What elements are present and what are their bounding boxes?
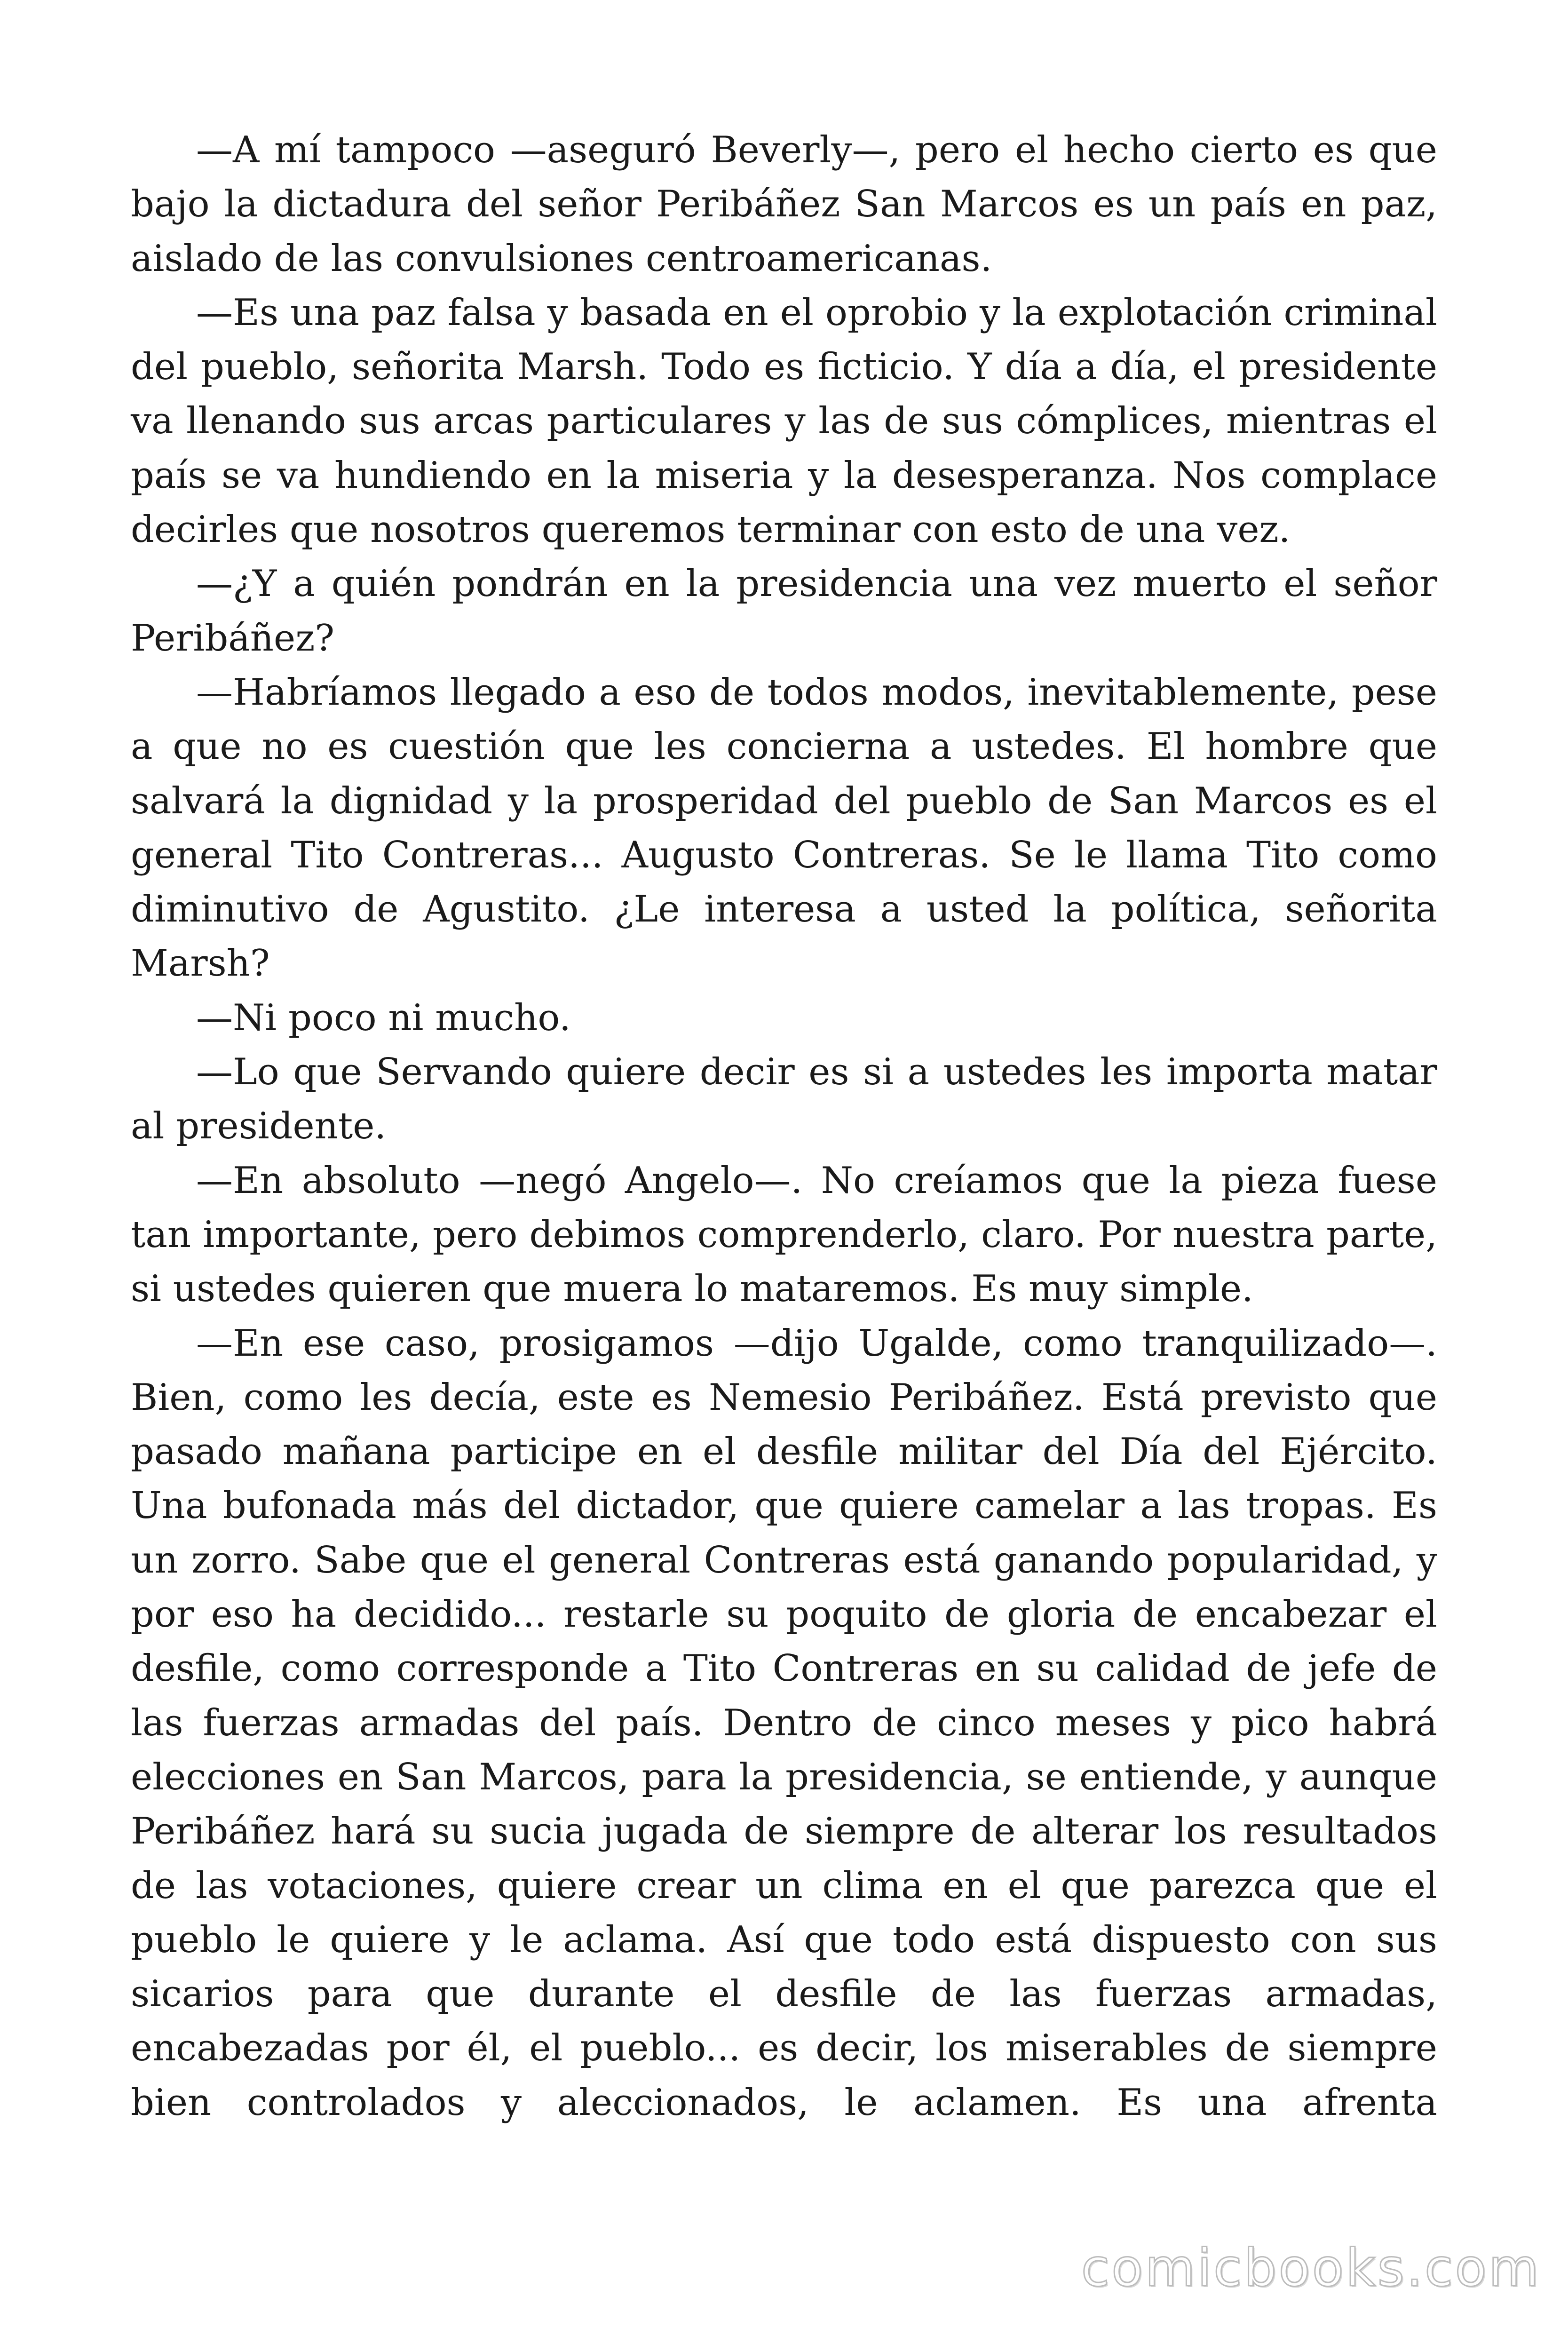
page-body-text [131,123,1437,2130]
paragraph: —En absoluto —negó Angelo—. No creíamos que la pieza fuese tan importante, pero debimos comprenderlo, claro. Por nuestra parte, si ustedes quieren que muera lo mataremos. Es muy simple. [131,1159,1437,1311]
paragraph: —Lo que Servando quiere decir es si a ustedes les importa matar al presidente. [131,1051,1437,1148]
paragraph: —¿Y a quién pondrán en la presidencia una vez muerto el señor Peribáñez? [131,563,1437,660]
paragraph: —Habríamos llegado a eso de todos modos, inevitablemente, pese a que no es cuestión que les concierna a ustedes. El hombre que salvará la dignidad y la prosperidad del pueblo de San Marcos es el general Tito Contreras... Augusto Contreras. Se le llama Tito como diminutivo de Agustito. ¿Le interesa a usted la política, señorita Marsh? [131,671,1437,985]
paragraph: —En ese caso, prosigamos —dijo Ugalde, como tranquilizado—. Bien, como les decía, este es Nemesio Peribáñez. Está previsto que pasado mañana participe en el desfile militar del Día del Ejército. Una bufonada más del dictador, que quiere camelar a las tropas. Es un zorro. Sabe que el general Contreras está ganando popularidad, y por eso ha decidido... restarle su poquito de gloria de encabezar el desfile, como corresponde a Tito Contreras en su calidad de jefe de las fuerzas armadas del país. Dentro de cinco meses y pico habrá elecciones en San Marcos, para la presidencia, se entiende, y aunque Peribáñez hará su sucia jugada de siempre de alterar los resultados de las votaciones, quiere crear un clima en el que parezca que el pueblo le quiere y le aclama. Así que todo está dispuesto con sus sicarios para que durante el desfile de las fuerzas armadas, encabezadas por él, el pueblo... es decir, los miserables de siempre bien controlados y aleccionados, le aclamen. Es una afrenta [131,1322,1437,2124]
paragraph: —Ni poco ni mucho. [196,996,571,1039]
paragraph: —A mí tampoco —aseguró Beverly—, pero el hecho cierto es que bajo la dictadura del señor Peribáñez San Marcos es un país en paz, aislado de las convulsiones centroamericanas. [131,129,1437,280]
site-watermark: comicbooks.com [1081,2238,1541,2298]
paragraph: —Es una paz falsa y basada en el oprobio y la explotación criminal del pueblo, señorita Marsh. Todo es ficticio. Y día a día, el presidente va llenando sus arcas particulares y las de sus cómplices, mientras el país se va hundiendo en la miseria y la desesperanza. Nos complace decirles que nosotros queremos terminar con esto de una vez. [131,291,1437,551]
